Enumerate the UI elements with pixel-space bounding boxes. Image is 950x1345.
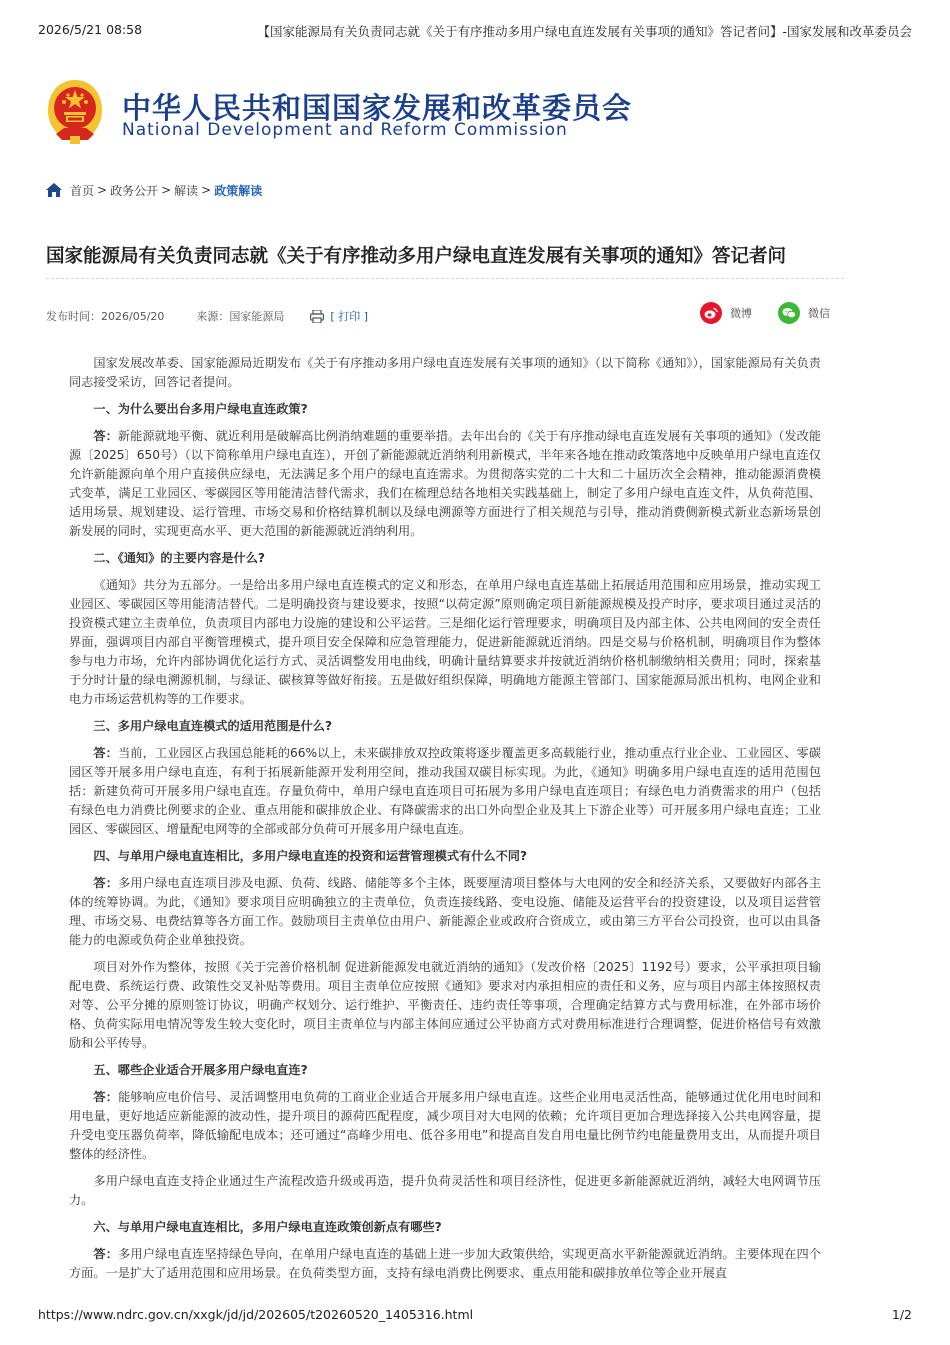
print-doc-title: 【国家能源局有关负责同志就《关于有序推动多用户绿电直连发展有关事项的通知》答记者问】-国家发展和改革委员会 — [257, 24, 912, 39]
print-page-number: 1/2 — [891, 1307, 912, 1322]
article-source: 来源：国家能源局 — [196, 310, 285, 323]
answer-text: 新能源就地平衡、就近利用是破解高比例消纳难题的重要举措。去年出台的《关于有序推动绿电直连发展有关事项的通知》（发改能源〔2025〕650号）（以下简称单用户绿电直连），开创了新能源就近消纳利用新模式，半年来各地在推动政策落地中反映单用户绿电直连仅允许新能源向单个用户直接供应绿电，无法满足多个用户的绿电直连需求。为贯彻落实党的二十大和二十届历次全会精神，推动能源消费模式变革，满足工业园区、零碳园区等用能清洁替代需求，我们在梳理总结各地相关实践基础上，制定了多用户绿电直连文件，从负荷范围、适用场景、规划建设、运行管理、市场交易和价格结算机制以及绿电溯源等方面进行了相关规范与引导，推动消费侧新模式新业态新场景创新发展的同时，实现更高水平、更大范围的新能源就近消纳利用。 — [69, 429, 822, 538]
answer-paragraph — [69, 1088, 821, 1164]
breadcrumb-interpretation[interactable]: 解读 — [174, 183, 199, 198]
site-logo[interactable] — [44, 78, 633, 148]
share-bar — [700, 302, 830, 324]
article-title: 国家能源局有关负责同志就《关于有序推动多用户绿电直连发展有关事项的通知》答记者问 — [46, 246, 787, 268]
question-heading: 六、与单用户绿电直连相比，多用户绿电直连政策创新点有哪些? — [93, 1220, 442, 1234]
home-icon[interactable] — [46, 183, 62, 197]
breadcrumb-separator: > — [97, 183, 108, 197]
publish-date: 发布时间：2026/05/20 — [46, 310, 165, 323]
answer-text: 多用户绿电直连坚持绿色导向，在单用户绿电直连的基础上进一步加大政策供给，实现更高水平新能源就近消纳。主要体现在四个方面。一是扩大了适用范围和应用场景。在负荷类型方面，支持有绿电消费比例要求、重点用能和碳排放单位等企业开展直 — [69, 1247, 822, 1280]
weibo-icon — [700, 302, 722, 324]
printer-icon — [310, 310, 324, 323]
print-url: https://www.ndrc.gov.cn/xxgk/jd/jd/202605/t20260520_1405316.html — [38, 1307, 474, 1322]
print-datetime: 2026/5/21 08:58 — [38, 22, 143, 37]
print-footer — [38, 1307, 912, 1327]
logo-name-cn: 中华人民共和国国家发展和改革委员会 — [122, 91, 633, 125]
answer-prefix: 答： — [93, 1090, 119, 1104]
question-heading: 四、与单用户绿电直连相比，多用户绿电直连的投资和运营管理模式有什么不同? — [93, 849, 528, 863]
paragraph-intro: 国家发展改革委、国家能源局近期发布《关于有序推动多用户绿电直连发展有关事项的通知》（以下简称《通知》），国家能源局有关负责同志接受采访，回答记者提问。 — [69, 356, 821, 389]
share-weixin-button[interactable] — [778, 302, 830, 324]
breadcrumb — [46, 180, 262, 200]
question-heading: 一、为什么要出台多用户绿电直连政策? — [93, 402, 308, 416]
wechat-icon — [778, 302, 800, 324]
breadcrumb-current[interactable]: 政策解读 — [214, 183, 263, 198]
breadcrumb-home[interactable]: 首页 — [70, 183, 95, 198]
answer-prefix: 答： — [93, 876, 119, 890]
answer-paragraph — [69, 427, 821, 541]
answer-text: 当前，工业园区占我国总能耗的66%以上，未来碳排放双控政策将逐步覆盖更多高载能行业，推动重点行业企业、工业园区、零碳园区等开展多用户绿电直连，有利于拓展新能源开发利用空间，推动我国双碳目标实现。为此，《通知》明确多用户绿电直连的适用范围包括：新建负荷可开展多用户绿电直连。存量负荷中，单用户绿电直连项目可拓展为多用户绿电直连项目；有绿色电力消费需求的用户（包括有绿色电力消费比例要求的企业、重点用能和碳排放企业、有降碳需求的出口外向型企业及其上下游企业等）可开展多用户绿电直连；工业园区、零碳园区、增量配电网等的全部或部分负荷可开展多用户绿电直连。 — [69, 746, 822, 836]
print-header — [38, 22, 912, 42]
body-paragraph: 多用户绿电直连支持企业通过生产流程改造升级或再造，提升负荷灵活性和项目经济性，促进更多新能源就近消纳，减轻大电网调节压力。 — [69, 1174, 821, 1207]
question-heading: 五、哪些企业适合开展多用户绿电直连? — [93, 1063, 308, 1077]
body-paragraph: 项目对外作为整体，按照《关于完善价格机制 促进新能源发电就近消纳的通知》（发改价格〔2025〕1192号）要求，公平承担项目输配电费、系统运行费、政策性交叉补贴等费用。项目主责单位应按照《通知》要求对内承担相应的责任和义务，应与项目内部主体按照权责对等、公平分摊的原则签订协议，明确产权划分、运行维护、平衡责任、违约责任等事项，合理确定结算方式与费用标准，在外部市场价格、负荷实际用电情况等发生较大变化时，项目主责单位与内部主体间应通过公平协商方式对费用标准进行合理调整，促进价格信号有效激励和公平传导。 — [69, 960, 821, 1050]
answer-paragraph — [69, 744, 821, 839]
breadcrumb-separator: > — [161, 183, 172, 197]
print-button[interactable] — [310, 308, 368, 324]
title-divider — [46, 278, 844, 279]
question-heading: 三、多用户绿电直连模式的适用范围是什么? — [93, 719, 333, 733]
share-weibo-button[interactable] — [700, 302, 752, 324]
article-meta — [46, 308, 368, 324]
article-body — [69, 354, 821, 1291]
share-weixin-label: 微信 — [808, 307, 830, 320]
question-heading: 二、《通知》的主要内容是什么? — [93, 551, 265, 565]
answer-prefix: 答： — [93, 1247, 119, 1261]
answer-text: 能够响应电价信号、灵活调整用电负荷的工商业企业适合开展多用户绿电直连。这些企业用电灵活性高，能够通过优化用电时间和用电量，更好地适应新能源的波动性，提升项目的源荷匹配程度，减少项目对大电网的依赖；允许项目更加合理选择接入公共电网容量，提升受电变压器负荷率，降低输配电成本；还可通过“高峰少用电、低谷多用电”和提高自发自用电量比例节约电能量费用支出，从而提升项目整体的经济性。 — [69, 1090, 822, 1161]
body-paragraph: 《通知》共分为五部分。一是给出多用户绿电直连模式的定义和形态，在单用户绿电直连基础上拓展适用范围和应用场景，推动实现工业园区、零碳园区等用能清洁替代。二是明确投资与建设要求，按照“以荷定源”原则确定项目新能源规模及投产时序，要求项目通过灵活的投资模式建立主责单位，负责项目内部电力设施的建设和公平运营。三是细化运行管理要求，明确项目及内部主体、公共电网间的安全责任界面，强调项目内部自平衡管理模式，提升项目安全保障和应急管理能力，促进新能源就近消纳。四是交易与价格机制，明确项目作为整体参与电力市场，允许内部协调优化运行方式、灵活调整发用电曲线，明确计量结算要求并按就近消纳价格机制缴纳相关费用；同时，探索基于分时计量的绿电溯源机制，与绿证、碳核算等做好衔接。五是做好组织保障，明确地方能源主管部门、国家能源局派出机构、电网企业和电力市场运营机构等的工作要求。 — [69, 578, 821, 706]
logo-name-en: National Development and Reform Commission — [122, 120, 568, 140]
national-emblem-icon — [44, 78, 106, 146]
answer-paragraph — [69, 1245, 821, 1283]
share-weibo-label: 微博 — [730, 307, 752, 320]
answer-paragraph — [69, 874, 821, 950]
breadcrumb-separator: > — [201, 183, 212, 197]
breadcrumb-disclosure[interactable]: 政务公开 — [110, 183, 159, 198]
print-label: [ 打印 ] — [330, 310, 368, 323]
answer-prefix: 答： — [93, 429, 118, 443]
answer-prefix: 答： — [93, 746, 118, 760]
answer-text: 多用户绿电直连项目涉及电源、负荷、线路、储能等多个主体，既要厘清项目整体与大电网的安全和经济关系，又要做好内部各主体的统筹协调。为此，《通知》要求项目应明确独立的主责单位，负责连接线路、变电设施、储能及运营平台的投资建设，以及项目运营管理、市场交易、电费结算等各方面工作。鼓励项目主责单位由用户、新能源企业或政府合资成立，或由第三方平台公司投资，也可以由具备能力的电源或负荷企业单独投资。 — [69, 876, 822, 947]
